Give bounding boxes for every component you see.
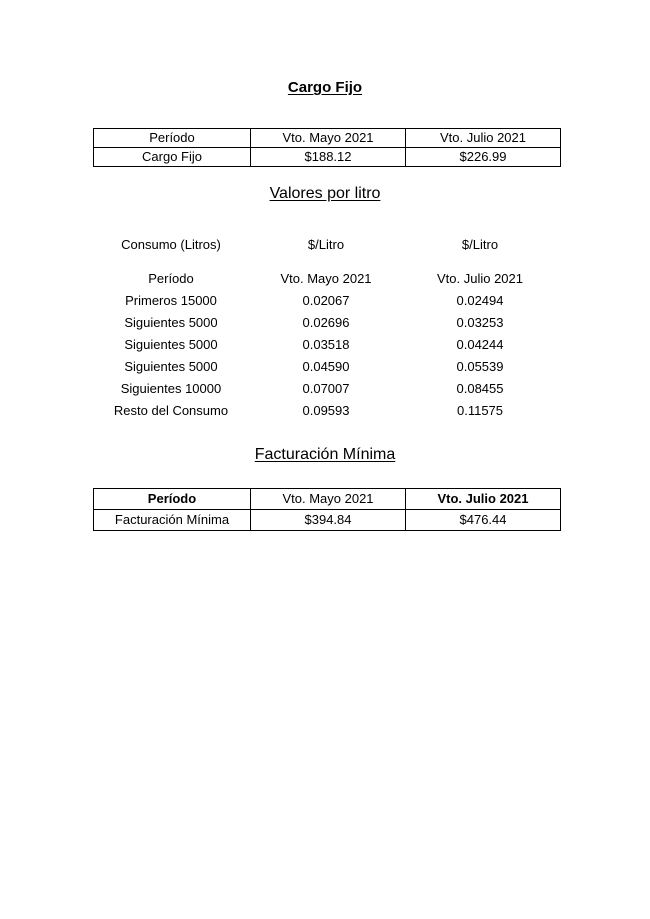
facturacion-table <box>93 488 561 531</box>
cargo-fijo-title: Cargo Fijo <box>287 79 363 96</box>
units-cell: $/Litro <box>307 237 345 252</box>
table-cell: Primeros 15000 <box>125 293 217 308</box>
header-cell: Período <box>94 489 251 510</box>
table-cell: Siguientes 5000 <box>124 359 218 374</box>
table-cell: Siguientes 5000 <box>124 337 218 352</box>
table-cell: $188.12 <box>251 148 406 167</box>
table-row <box>93 400 557 422</box>
table-header-row <box>93 268 557 290</box>
header-cell: Vto. Julio 2021 <box>406 489 561 510</box>
units-cell: $/Litro <box>461 237 499 252</box>
table-row <box>93 378 557 400</box>
facturacion-title: Facturación Mínima <box>254 446 396 463</box>
table-cell: 0.04244 <box>456 337 504 352</box>
table-cell: 0.11575 <box>456 403 504 418</box>
cargo-fijo-table <box>93 128 561 167</box>
table-cell: 0.02067 <box>302 293 350 308</box>
table-cell: 0.08455 <box>456 381 504 396</box>
table-cell: 0.09593 <box>302 403 350 418</box>
valores-units-row <box>93 234 557 256</box>
header-cell: Vto. Julio 2021 <box>406 129 561 148</box>
header-cell: Período <box>94 129 251 148</box>
valores-table <box>93 268 557 422</box>
table-cell: 0.04590 <box>302 359 350 374</box>
table-cell: Resto del Consumo <box>113 403 229 418</box>
table-row <box>93 334 557 356</box>
table-cell: $476.44 <box>406 510 561 531</box>
table-cell: Siguientes 10000 <box>120 381 222 396</box>
table-cell: 0.03518 <box>302 337 350 352</box>
header-cell: Vto. Mayo 2021 <box>251 489 406 510</box>
units-cell: Consumo (Litros) <box>121 237 221 252</box>
table-cell: Siguientes 5000 <box>124 315 218 330</box>
table-row <box>93 290 557 312</box>
header-cell: Vto. Julio 2021 <box>436 271 523 286</box>
table-row <box>93 356 557 378</box>
table-cell: 0.02696 <box>302 315 350 330</box>
table-cell: Cargo Fijo <box>94 148 251 167</box>
table-cell: $394.84 <box>251 510 406 531</box>
table-cell: 0.03253 <box>456 315 504 330</box>
header-cell: Período <box>148 271 194 286</box>
table-cell: $226.99 <box>406 148 561 167</box>
table-row <box>93 312 557 334</box>
table-cell: Facturación Mínima <box>94 510 251 531</box>
table-row <box>94 148 561 167</box>
table-cell: 0.05539 <box>456 359 504 374</box>
table-header-row <box>94 129 561 148</box>
table-cell: 0.02494 <box>456 293 504 308</box>
table-row <box>94 510 561 531</box>
header-cell: Vto. Mayo 2021 <box>251 129 406 148</box>
valores-title: Valores por litro <box>269 185 381 202</box>
header-cell: Vto. Mayo 2021 <box>280 271 372 286</box>
table-header-row <box>94 489 561 510</box>
table-cell: 0.07007 <box>302 381 350 396</box>
